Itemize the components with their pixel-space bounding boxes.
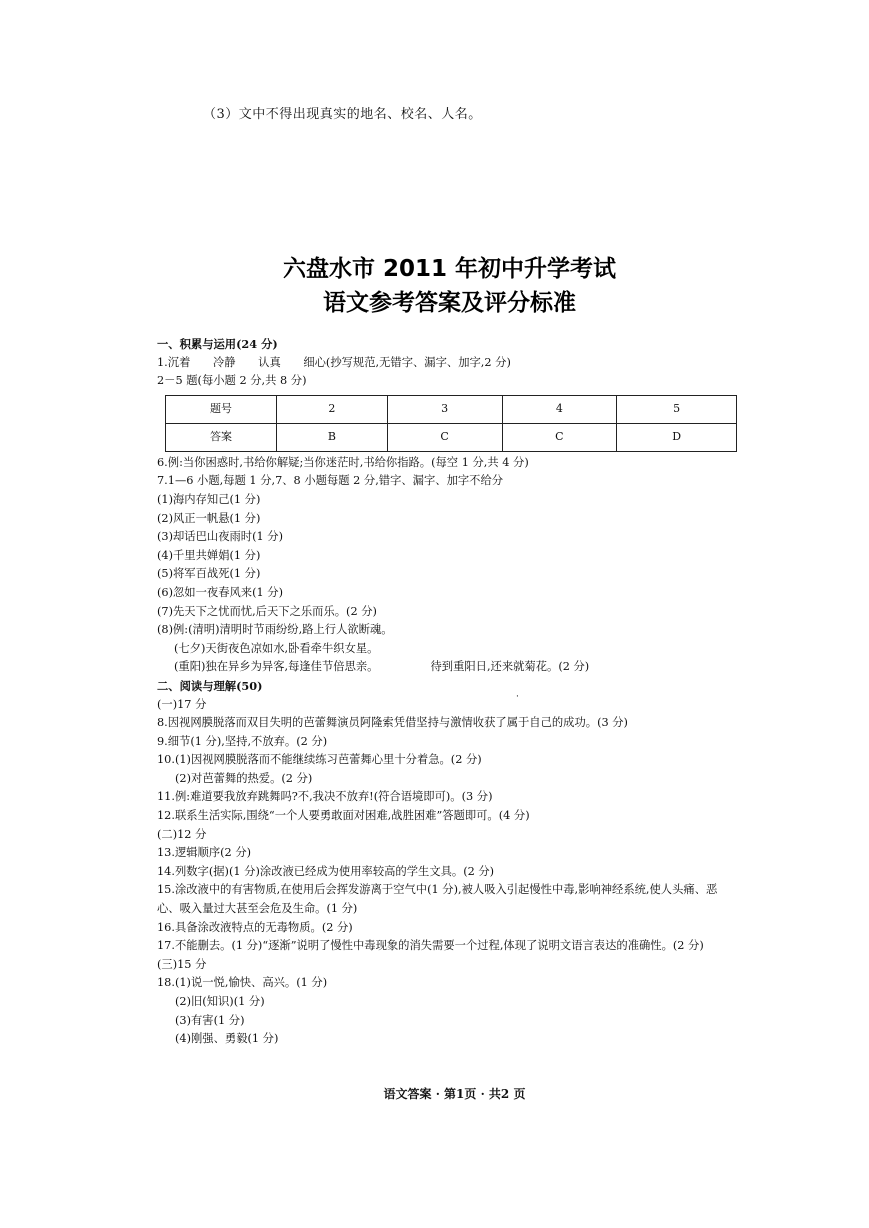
section-heading-1: 一、积累与运用(24 分) — [157, 337, 278, 351]
subsection-heading: (二)12 分 — [157, 827, 207, 841]
table-cell: 5 — [617, 395, 737, 423]
page-title — [0, 252, 869, 320]
answer-q13: 13.逻辑顺序(2 分) — [157, 846, 252, 860]
answer-q18-item: 18.(1)说一悦,愉快、高兴。(1 分) — [157, 976, 328, 990]
answer-q10-2: (2)对芭蕾舞的热爱。(2 分) — [175, 771, 313, 785]
answer-q7-item: (3)却话巴山夜雨时(1 分) — [157, 530, 283, 544]
answer-q18-item: (2)旧(知识)(1 分) — [175, 995, 265, 1008]
answer-content — [157, 335, 737, 1049]
answer-q12: 12.联系生活实际,围绕“一个人要勇敢面对困难,战胜困难”答题即可。(4 分) — [157, 809, 530, 823]
answer-q7-8-extra-text: (重阳)独在异乡为异客,每逢佳节倍思亲。 — [174, 660, 379, 674]
answer-q6: 6.例:当你困惑时,书给你解疑;当你迷茫时,书给你指路。(每空 1 分,共 4 分) — [157, 455, 529, 469]
table-cell: 3 — [387, 395, 502, 423]
answer-q8: 8.因视网膜脱落而双目失明的芭蕾舞演员阿隆索凭借坚持与激情收获了属于自己的成功。(3 分) — [157, 716, 628, 730]
answer-q7-8-extra: (七夕)天街夜色凉如水,卧看牵牛织女星。 — [174, 641, 379, 655]
answer-q7-item: (4)千里共婵娟(1 分) — [157, 548, 261, 562]
answer-q7-item: (6)忽如一夜春风来(1 分) — [157, 585, 283, 599]
answer-q7-item: (1)海内存知己(1 分) — [157, 492, 261, 506]
page-footer: 语文答案 · 第1页 · 共2 页 — [383, 1087, 526, 1101]
answer-q14: 14.列数字(据)(1 分)涂改液已经成为使用率较高的学生文具。(2 分) — [157, 864, 495, 878]
table-cell: C — [387, 423, 502, 451]
section-heading-2: 二、阅读与理解(50) — [157, 678, 263, 693]
answer-q15: 15.涂改液中的有害物质,在使用后会挥发游离于空气中(1 分),被人吸入引起慢性中毒,影响神经系统,使人头痛、恶心、吸入量过大甚至会危及生命。(1 分) — [157, 883, 718, 916]
answer-q9: 9.细节(1 分),坚持,不放弃。(2 分) — [157, 734, 328, 748]
answer-q7-8-extra — [157, 658, 737, 677]
answer-q7-item: (7)先天下之忧而忧,后天下之乐而乐。(2 分) — [157, 604, 377, 618]
answer-table — [165, 395, 737, 452]
answer-q17: 17.不能删去。(1 分)“逐渐”说明了慢性中毒现象的消失需要一个过程,体现了说明文语言表达的准确性。(2 分) — [157, 939, 704, 953]
title-line-2: 语文参考答案及评分标准 — [323, 290, 576, 316]
title-line-1: 六盘水市 2011 年初中升学考试 — [282, 256, 617, 282]
answer-q7-item: (8)例:(清明)清明时节雨纷纷,路上行人欲断魂。 — [157, 623, 393, 637]
answer-q2-5-intro: 2－5 题(每小题 2 分,共 8 分) — [157, 374, 307, 388]
answer-q10-1: 10.(1)因视网膜脱落而不能继续练习芭蕾舞心里十分着急。(2 分) — [157, 753, 482, 767]
answer-q18-item: (3)有害(1 分) — [175, 1013, 245, 1027]
table-cell: D — [617, 423, 737, 451]
answer-q7-item: (2)风正一帆悬(1 分) — [157, 511, 261, 525]
table-row — [166, 395, 737, 423]
answer-q7-item: (5)将军百战死(1 分) — [157, 567, 261, 581]
table-cell: 4 — [502, 395, 617, 423]
table-cell: 2 — [277, 395, 388, 423]
table-row — [166, 423, 737, 451]
answer-q1: 1.沉着 冷静 认真 细心(抄写规范,无错字、漏字、加字,2 分) — [157, 355, 511, 369]
table-cell: B — [277, 423, 388, 451]
subsection-heading: (三)15 分 — [157, 957, 207, 971]
answer-q7-8-extra-tail: 待到重阳日,还来就菊花。(2 分) — [430, 660, 590, 674]
top-note: （3）文中不得出现真实的地名、校名、人名。 — [203, 107, 482, 122]
table-cell: C — [502, 423, 617, 451]
answer-q16: 16.具备涂改液特点的无毒物质。(2 分) — [157, 920, 353, 934]
answer-q18-item: (4)刚强、勇毅(1 分) — [175, 1032, 279, 1046]
scan-speck: · — [516, 692, 519, 702]
table-header-cell: 题号 — [166, 395, 277, 423]
subsection-heading: (一)17 分 — [157, 697, 207, 711]
answer-q11: 11.例:难道要我放弃跳舞吗?不,我决不放弃!(符合语境即可)。(3 分) — [157, 790, 493, 804]
answer-q7-intro: 7.1—6 小题,每题 1 分,7、8 小题每题 2 分,错字、漏字、加字不给分 — [157, 474, 504, 488]
table-header-cell: 答案 — [166, 423, 277, 451]
